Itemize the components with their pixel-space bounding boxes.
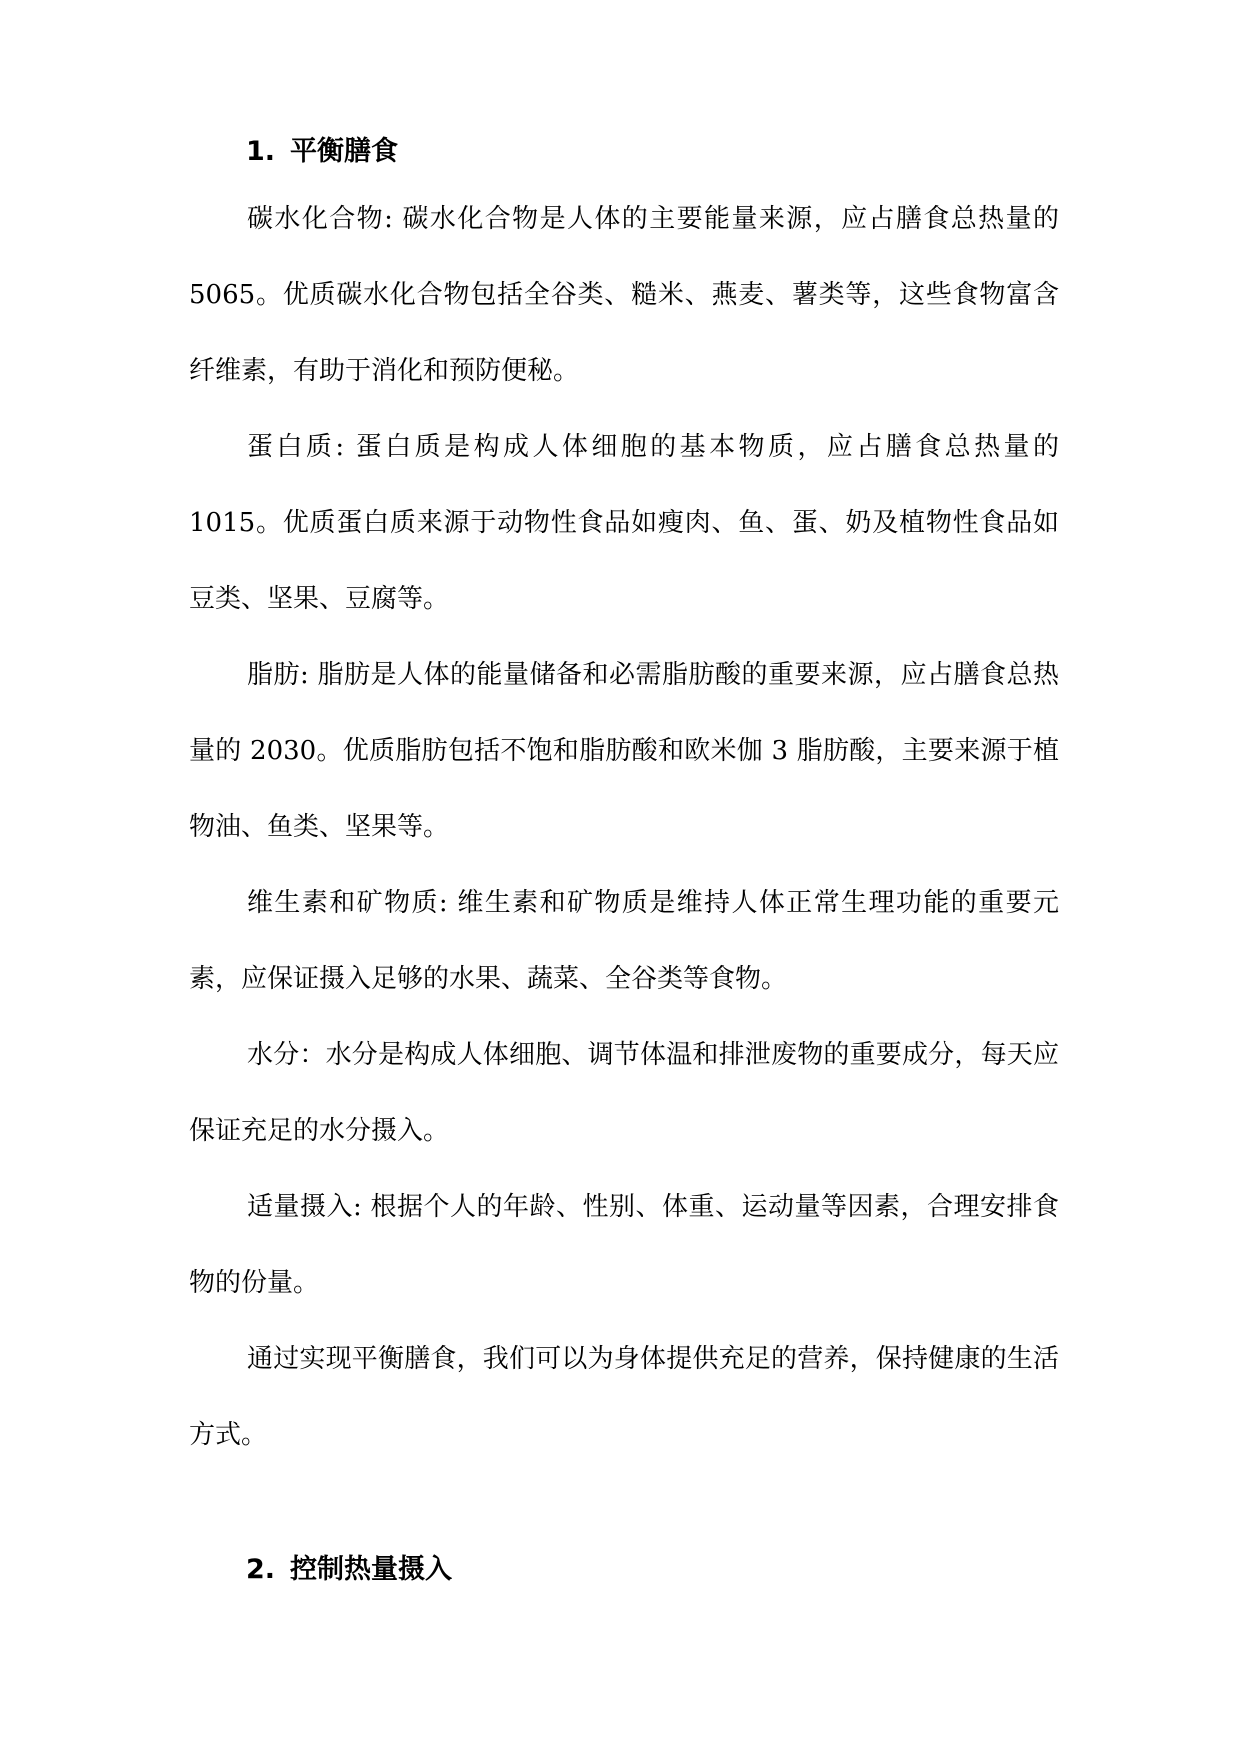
section-heading xyxy=(246,1552,452,1588)
paragraph-water: 水分：水分是构成人体细胞、调节体温和排泄废物的重要成分，每天应保证充足的水分摄入。 xyxy=(189,1040,1059,1146)
section-title: 控制热量摄入 xyxy=(290,1554,452,1585)
paragraph-vitamins-minerals: 维生素和矿物质: 维生素和矿物质是维持人体正常生理功能的重要元素，应保证摄入足够的水果、蔬菜、全谷类等食物。 xyxy=(189,888,1059,994)
paragraph-carbohydrates: 碳水化合物: 碳水化合物是人体的主要能量来源，应占膳食总热量的 5065。优质碳水化合物包括全谷类、糙米、燕麦、薯类等，这些食物富含纤维素，有助于消化和预防便秘。 xyxy=(189,204,1059,386)
section-number: 2. xyxy=(246,1554,276,1585)
section-heading xyxy=(246,134,398,170)
section-title: 平衡膳食 xyxy=(290,136,398,167)
paragraph-fat: 脂肪: 脂肪是人体的能量储备和必需脂肪酸的重要来源，应占膳食总热量的 2030。优质脂肪包括不饱和脂肪酸和欧米伽 3 脂肪酸，主要来源于植物油、鱼类、坚果等。 xyxy=(189,660,1059,842)
paragraph-moderate-intake: 适量摄入: 根据个人的年龄、性别、体重、运动量等因素，合理安排食物的份量。 xyxy=(189,1192,1059,1298)
paragraph-summary: 通过实现平衡膳食，我们可以为身体提供充足的营养，保持健康的生活方式。 xyxy=(189,1344,1059,1450)
section-number: 1. xyxy=(246,136,276,167)
paragraph-protein: 蛋白质: 蛋白质是构成人体细胞的基本物质，应占膳食总热量的 1015。优质蛋白质来源于动物性食品如瘦肉、鱼、蛋、奶及植物性食品如豆类、坚果、豆腐等。 xyxy=(189,432,1059,614)
